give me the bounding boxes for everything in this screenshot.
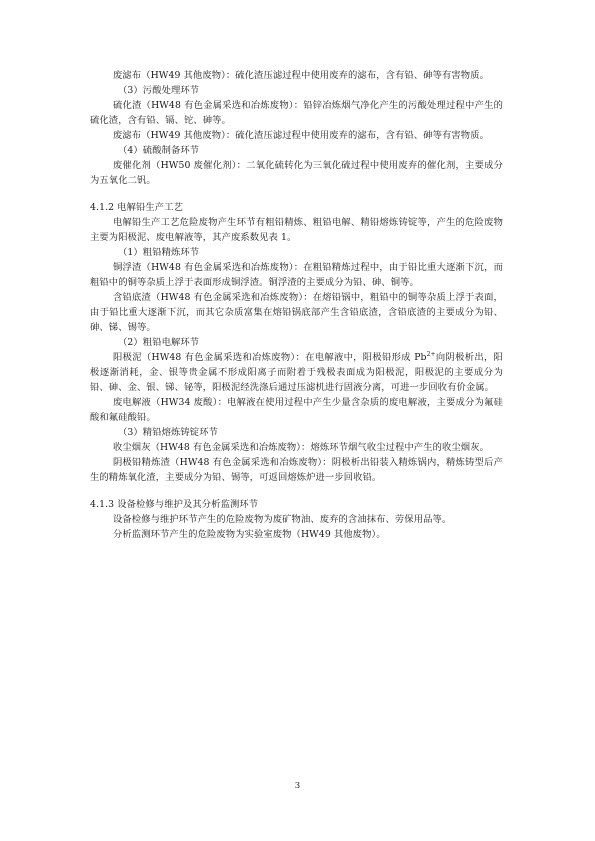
anode-slime-text-b: 向阴极析出，阳极逐渐消耗，金、银等贵金属不形成阳离子而附着于残极表面成为阳极泥，阳极泥的主要成分为铅、砷、金、银、锑、铋等，阳极泥经洗涤后通过压滤机进行固液分离，可进一步回收有价金属。: [90, 352, 504, 393]
paragraph-waste-filter-cloth-1: 废滤布（HW49 其他废物）：硫化渣压滤过程中使用废弃的滤布，含有铅、砷等有害物质。: [113, 70, 489, 81]
section-heading-4-1-2: 4.1.2 电解铅生产工艺: [90, 202, 183, 213]
paragraph-waste-catalyst: 废催化剂（HW50 废催化剂）：二氧化硫转化为三氧化硫过程中使用废弃的催化剂，主要成分为五氧化二钒。: [90, 160, 503, 186]
page-number: 3: [294, 781, 301, 791]
section-heading-4-1-3: 4.1.3 设备检修与维护及其分析监测环节: [90, 499, 259, 510]
paragraph-sulfide-slag: 硫化渣（HW48 有色金属采选和冶炼废物）：铅锌冶炼烟气净化产生的污酸处理过程中产生的硫化渣，含有铅、镉、铊、砷等。: [90, 100, 503, 126]
paragraph-anode-slime: [90, 350, 503, 395]
anode-slime-text-a: 阳极泥（HW48 有色金属采选和冶炼废物）：在电解液中，阳极铅形成 Pb: [113, 352, 427, 363]
subheading-crude-lead-electrolysis: （2）粗铅电解环节: [118, 337, 200, 348]
body-text: [90, 68, 503, 542]
paragraph-lab-waste: 分析监测环节产生的危险废物为实验室废物（HW49 其他废物）。: [113, 529, 386, 540]
subheading-refined-lead-casting: （3）精铅熔炼铸锭环节: [118, 427, 218, 438]
paragraph-waste-electrolyte: 废电解液（HW34 废酸）：电解液在使用过程中产生少量含杂质的废电解液，主要成分为氟硅酸和氟硅酸铅。: [90, 397, 503, 423]
paragraph-copper-dross: 铜浮渣（HW48 有色金属采选和冶炼废物）：在粗铅精炼过程中，由于铅比重大逐渐下沉，而粗铅中的铜等杂质上浮于表面形成铜浮渣。铜浮渣的主要成分为铅、砷、铜等。: [90, 262, 503, 288]
anode-slime-superscript: 2+: [426, 350, 436, 358]
paragraph-maintenance-waste: 设备检修与维护环节产生的危险废物为废矿物油、废弃的含油抹布、劳保用品等。: [113, 514, 452, 525]
paragraph-waste-filter-cloth-2: 废滤布（HW49 其他废物）：硫化渣压滤过程中使用废弃的滤布，含有铅、砷等有害物质。: [113, 130, 489, 141]
subheading-acid-treatment: （3）污酸处理环节: [118, 85, 200, 96]
paragraph-electrolytic-lead-intro: 电解铅生产工艺危险废物产生环节有粗铅精炼、粗铅电解、精铅熔炼铸锭等，产生的危险废物主要为阳极泥、废电解液等，其产废系数见表 1。: [90, 217, 503, 243]
subheading-sulfuric-acid: （4）硫酸制备环节: [118, 145, 200, 156]
paragraph-lead-bottom-slag: 含铅底渣（HW48 有色金属采选和冶炼废物）：在熔铅锅中，粗铅中的铜等杂质上浮于表面，由于铅比重大逐渐下沉，而其它杂质富集在熔铅锅底部产生含铅底渣，含铅底渣的主要成分为铅、砷、锑、锡等。: [90, 292, 503, 333]
subheading-crude-lead-refining: （1）粗铅精炼环节: [118, 247, 200, 258]
paragraph-cathode-lead-slag: 阴极铅精炼渣（HW48 有色金属采选和冶炼废物）：阴极析出铅装入精炼锅内，精炼铸型后产生的精炼氧化渣，主要成分为铅、锡等，可返回熔炼炉进一步回收铅。: [90, 457, 503, 483]
paragraph-dust-ash: 收尘烟灰（HW48 有色金属采选和冶炼废物）：熔炼环节烟气收尘过程中产生的收尘烟灰。: [113, 442, 489, 453]
